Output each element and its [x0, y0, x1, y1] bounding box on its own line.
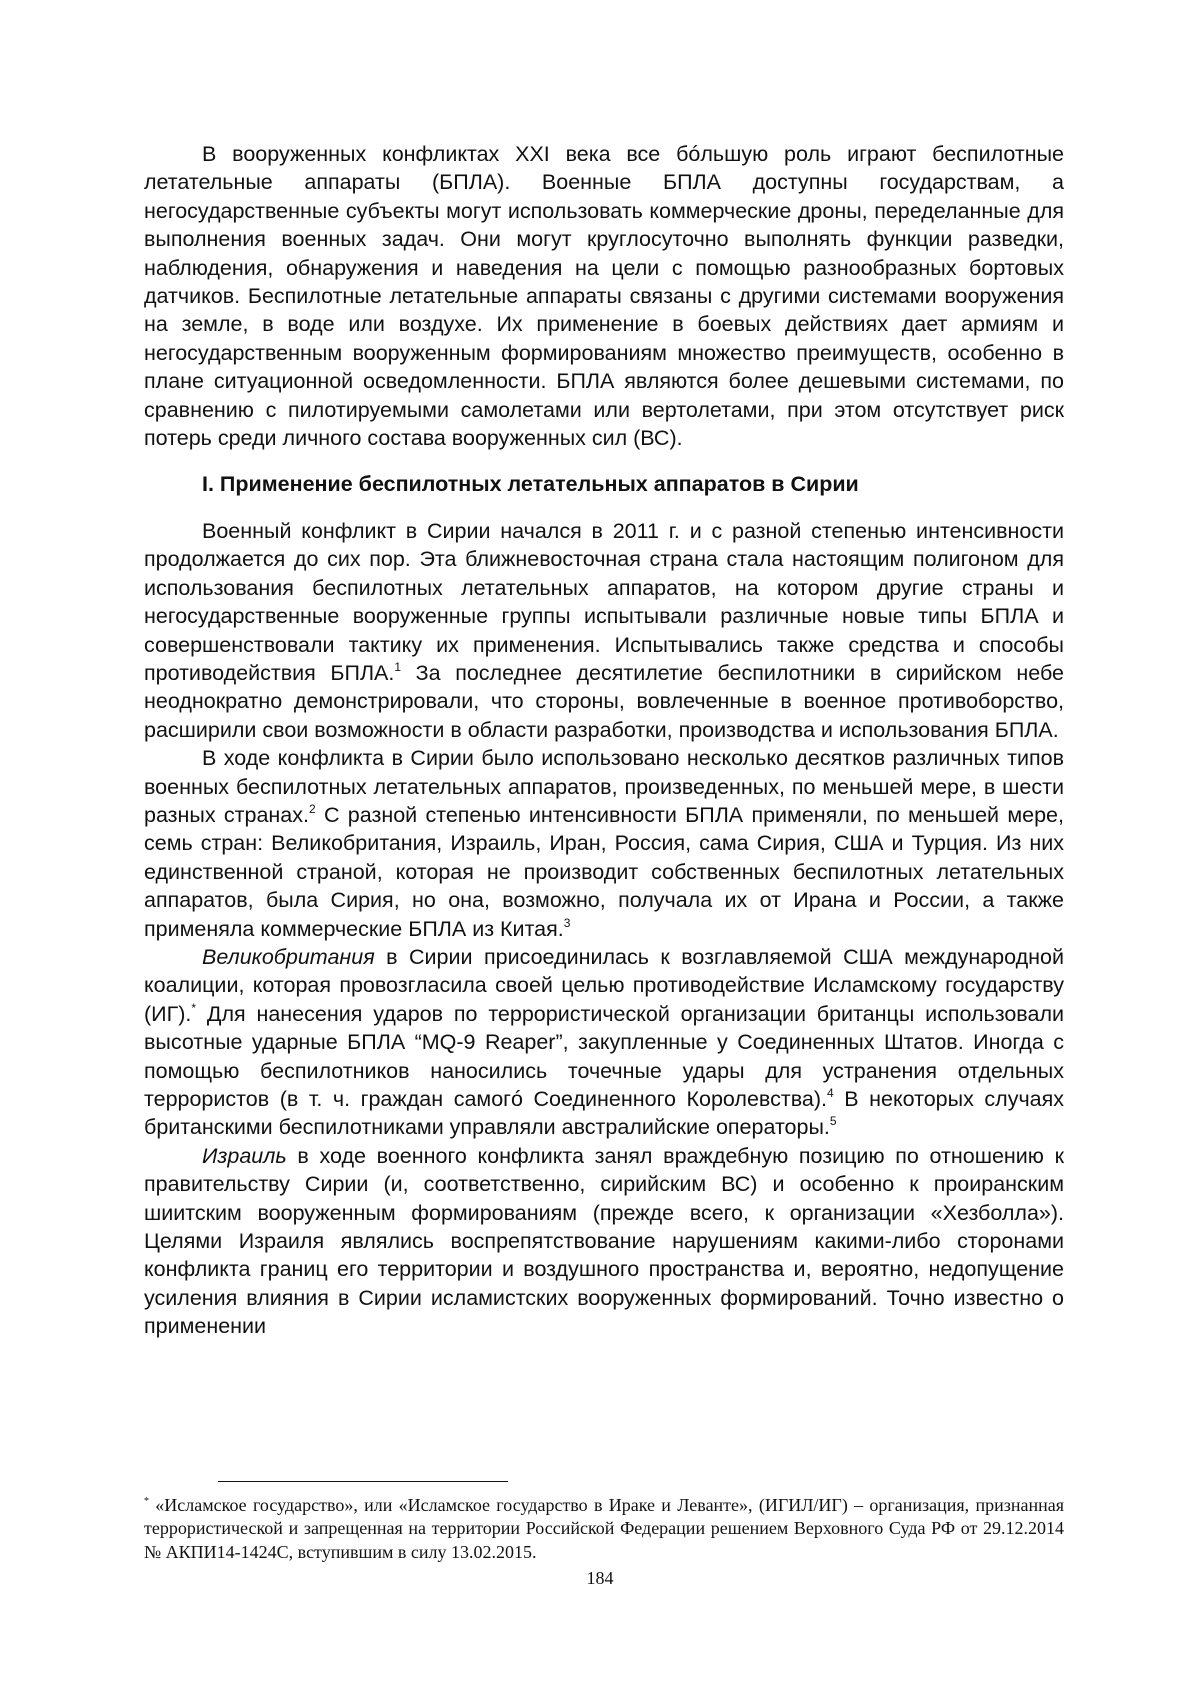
footnote-ref-star[interactable]: * [191, 1000, 197, 1015]
page-body [144, 140, 1064, 1341]
footnote [144, 1494, 1064, 1564]
paragraph-text: в Сирии присоединилась к возглавляемой США международной коалиции, которая провозгласила своей целью противодействие Исламскому государству (ИГ). [144, 944, 1064, 1026]
footnote-marker: * [144, 1496, 149, 1507]
footnote-ref-4[interactable]: 4 [826, 1086, 834, 1100]
paragraph-text: С разной степенью интенсивности БПЛА применяли, по меньшей мере, семь стран: Великобритания, Израиль, Иран, Россия, сама Сирия, США и Турция. Из них единственной страной, которая не производит собственных беспилотных летательных аппаратов, была Сирия, но она, возможно, получала их от Ирана и России, а также применяла коммерческие БПЛА из Китая. [144, 802, 1064, 941]
paragraph-conflict-start [144, 517, 1064, 744]
footnote-ref-1[interactable]: 1 [394, 659, 402, 674]
footnote-ref-5[interactable]: 5 [829, 1114, 837, 1129]
paragraph-text: Военный конфликт в Сирии начался в 2011 г. и с разной степенью интенсивности продолжается до сих пор. Эта ближневосточная страна стала настоящим полигоном для использования беспилотных летательных аппаратов, на котором другие страны и негосударственные вооруженные группы испытывали различные новые типы БПЛА и совершенствовали тактику их применения. Испытывались также средства и способы противодействия БПЛА. [144, 518, 1064, 685]
footnote-ref-2[interactable]: 2 [308, 801, 316, 816]
paragraph-text: в ходе военного конфликта занял враждебную позицию по отношению к правительству Сирии (и, соответственно, сирийским ВС) и особенно к проиранским шиитским вооруженным формированиям (прежде всего, к организации «Хезболла»). Целями Израиля являлись воспрепятствование нарушениям какими-либо сторонами конфликта границ его территории и воздушного пространства и, вероятно, недопущение усиления влияния в Сирии исламистских вооруженных формирований. Точно известно о применении [144, 1143, 1064, 1339]
footnote-text: «Исламское государство», или «Исламское государство в Ираке и Леванте», (ИГИЛ/ИГ) – организация, признанная террористической и запрещенная на территории Российской Федерации решением Верховного Суда РФ от 29.12.2014 № АКПИ14-1424С, вступившим в силу 13.02.2015. [144, 1495, 1064, 1562]
section-heading: I. Применение беспилотных летательных аппаратов в Сирии [202, 472, 859, 497]
paragraph-text: Для нанесения ударов по террористической организации британцы использовали высотные ударные БПЛА “MQ-9 Reaper”, закупленные у Соединенных Штатов. Иногда с помощью беспилотников наносились точечные удары для устранения отдельных террористов (в т. ч. граждан самогó Соединенного Королевства). [144, 1001, 1064, 1111]
paragraph-drone-types [144, 744, 1064, 943]
paragraph-text: За последнее десятилетие беспилотники в сирийском небе неоднократно демонстрировали, что стороны, вовлеченные в военное противоборство, расширили свои возможности в области разработки, производства и использования БПЛА. [144, 660, 1064, 742]
paragraph-text: В ходе конфликта в Сирии было использовано несколько десятков различных типов военных беспилотных летательных аппаратов, произведенных, по меньшей мере, в шести разных странах. [144, 746, 1064, 827]
paragraph-israel [144, 1142, 1064, 1341]
page-number: 184 [586, 1568, 614, 1588]
paragraph-great-britain [144, 943, 1064, 1142]
paragraph-text: В некоторых случаях британскими беспилотниками управляли австралийские операторы. [144, 1087, 1064, 1140]
intro-paragraph: В вооруженных конфликтах XXI века все бóльшую роль играют беспилотные летательные аппараты (БПЛА). Военные БПЛА доступны государствам, а негосударственные субъекты могут использовать коммерческие дроны, переделанные для выполнения военных задач. Они могут круглосуточно выполнять функции разведки, наблюдения, обнаружения и наведения на цели с помощью разнообразных бортовых датчиков. Беспилотные летательные аппараты связаны с другими системами вооружения на земле, в воде или воздухе. Их применение в боевых действиях дает армиям и негосударственным вооруженным формированиям множество преимуществ, особенно в плане ситуационной осведомленности. БПЛА являются более дешевыми системами, по сравнению с пилотируемыми самолетами или вертолетами, при этом отсутствует риск потерь среди личного состава вооруженных сил (ВС). [144, 142, 1064, 451]
footnote-ref-3[interactable]: 3 [563, 915, 571, 930]
country-name-italic: Великобритания [202, 944, 375, 969]
footnote-divider [218, 1481, 508, 1482]
country-name-italic: Израиль [202, 1143, 287, 1168]
